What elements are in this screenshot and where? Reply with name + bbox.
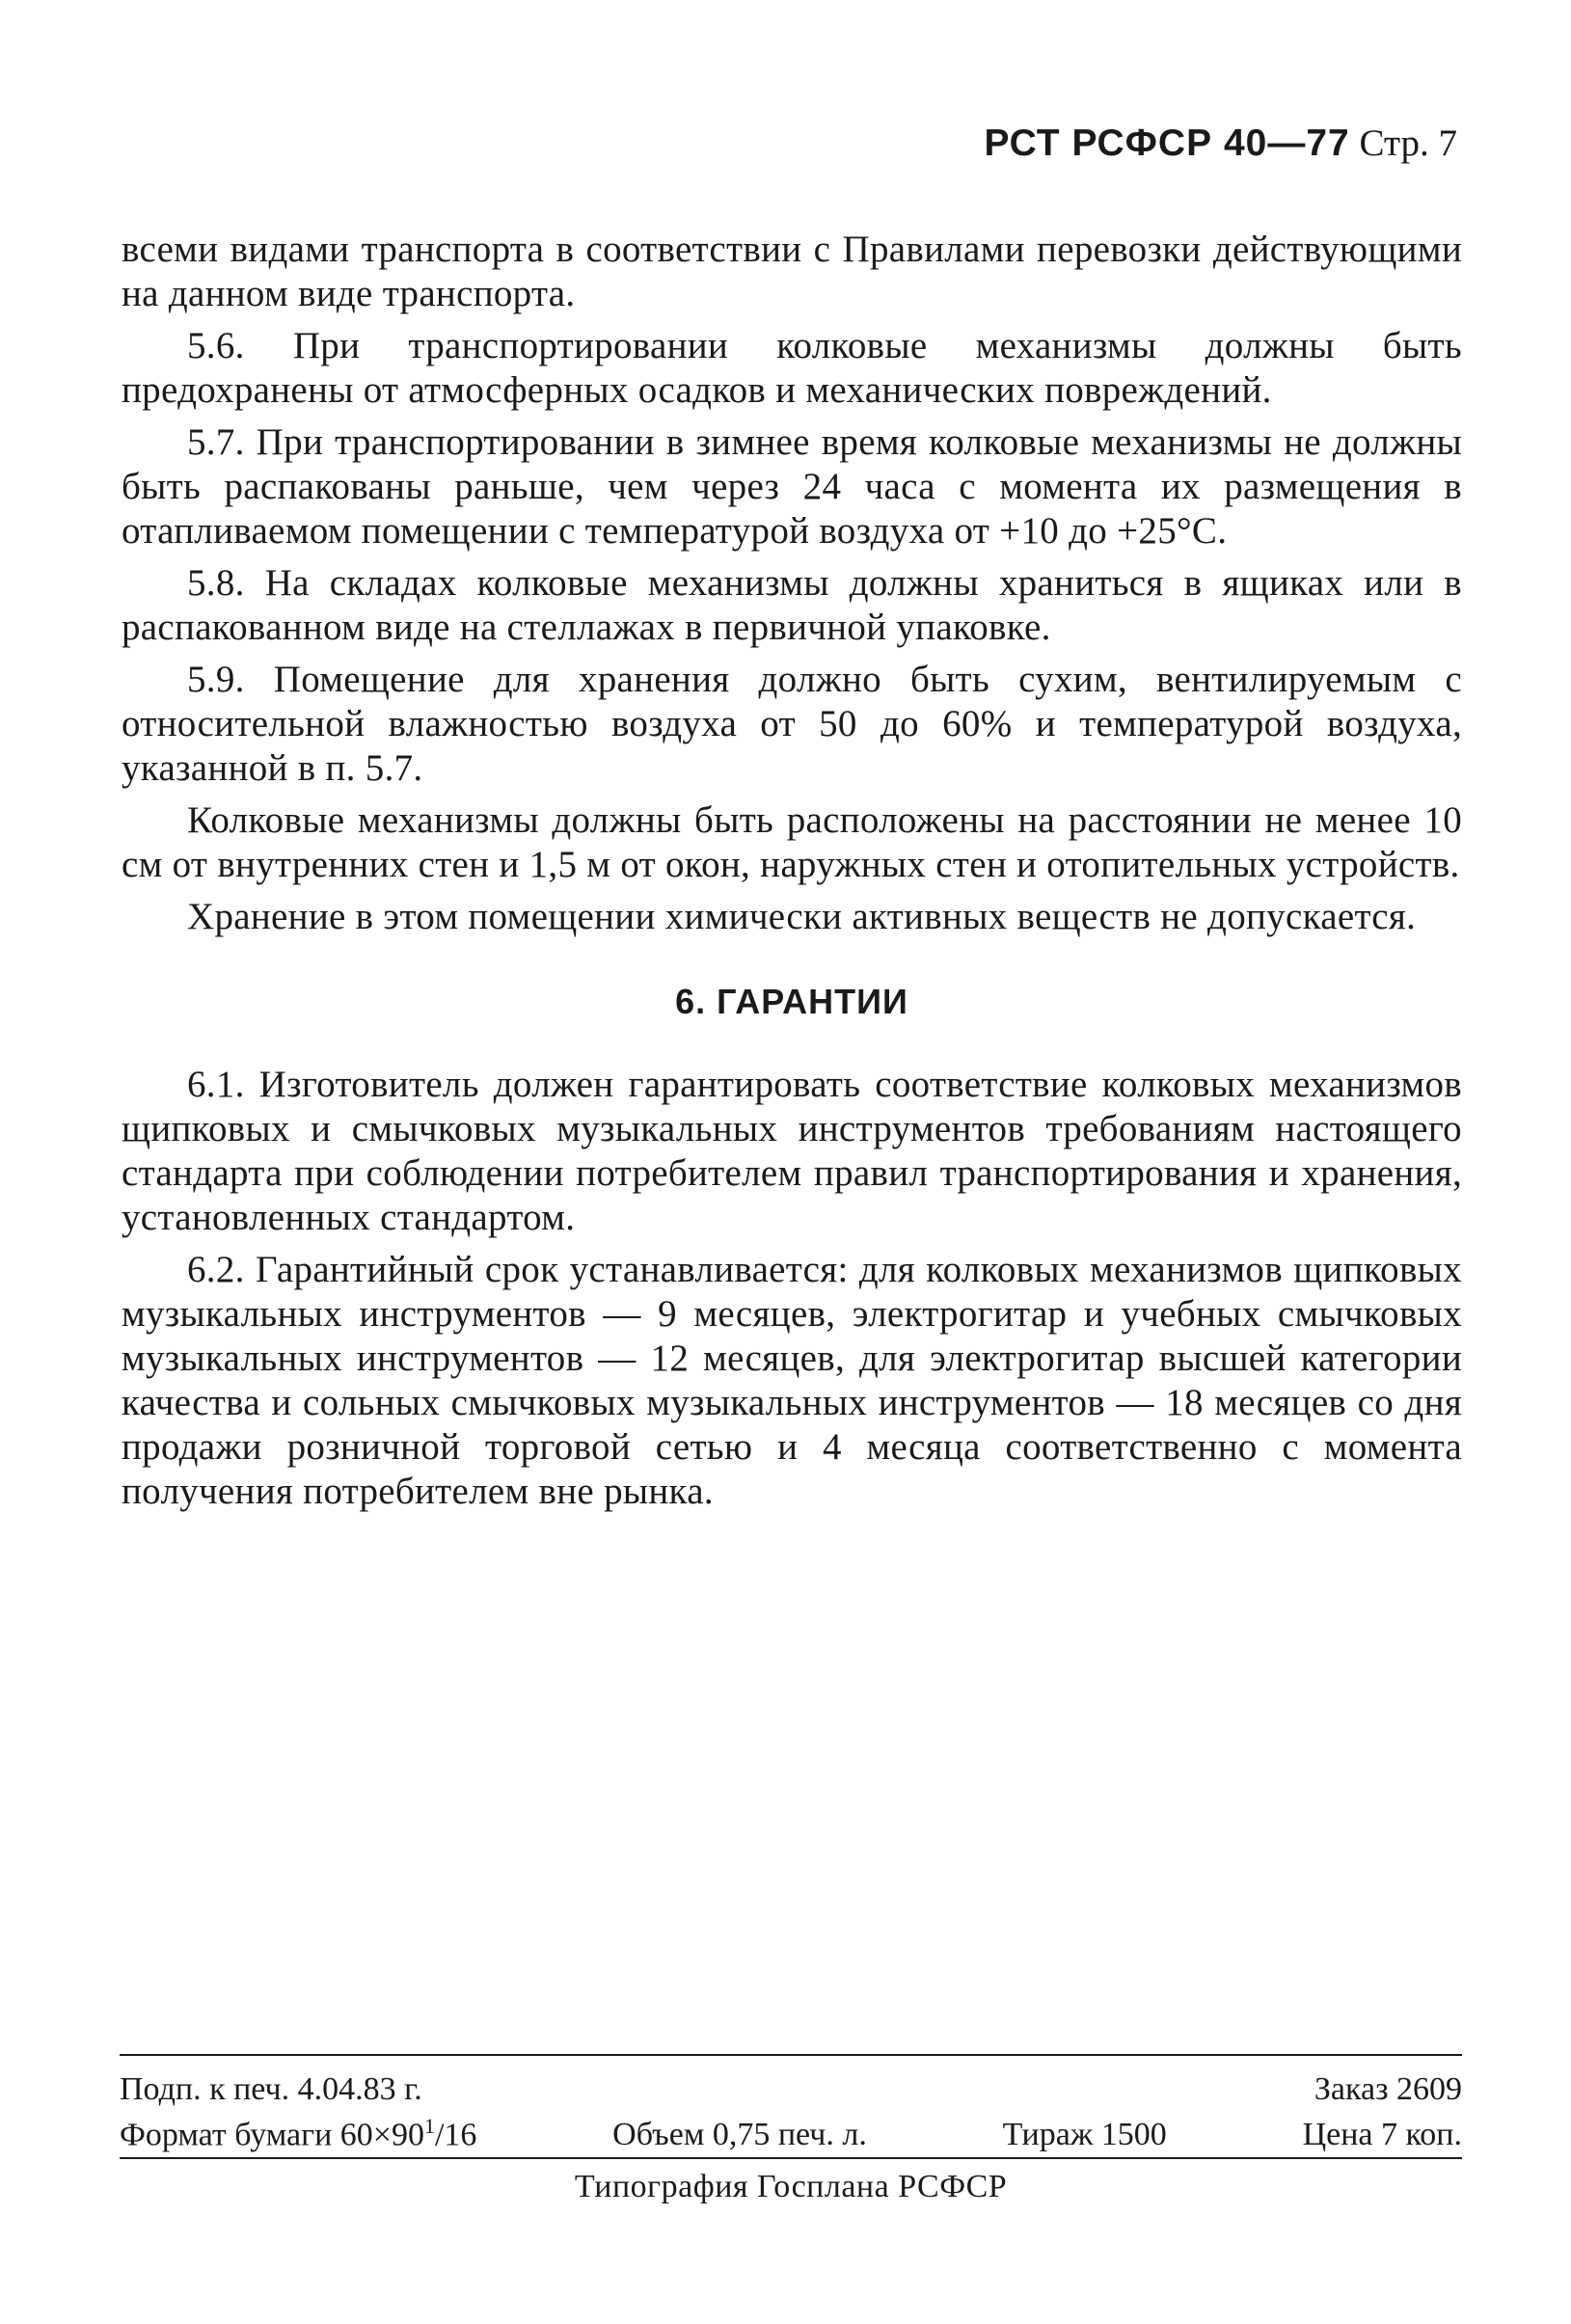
standard-number: РСТ РСФСР 40—77 xyxy=(984,122,1350,164)
volume: Объем 0,75 печ. л. xyxy=(612,2117,867,2153)
paragraph-placement: Колковые механизмы должны быть расположены на расстоянии не менее 10 см от внутренних стен и 1,5 м от окон, наружных стен и отопительных устройств. xyxy=(122,799,1462,885)
paragraph-6-1: 6.1. Изготовитель должен гарантировать соответствие колковых механизмов щипковых и смычковых музыкальных инструментов требованиям настоящего стандарта при соблюдении потребителем правил транспортирования и хранения, установленных стандартом. xyxy=(122,1064,1462,1238)
order-number: Заказ 2609 xyxy=(1314,2071,1462,2107)
page-number: Стр. 7 xyxy=(1359,122,1457,164)
printer-name: Типография Госплана РСФСР xyxy=(574,2169,1008,2205)
paragraph-5-9: 5.9. Помещение для хранения должно быть сухим, вентилируемым с относительной влажностью воздуха от 50 до 60% и температурой воздуха, указанной в п. 5.7. xyxy=(122,659,1462,789)
paragraph-6-2: 6.2. Гарантийный срок устанавливается: для колковых механизмов щипковых музыкальных инструментов — 9 месяцев, электрогитар и учебных смычковых музыкальных инструментов — 12 месяцев, для электрогитар высшей категории качества и сольных смычковых музыкальных инструментов — 18 месяцев со дня продажи розничной торговой сетью и 4 месяца соответственно с момента получения потребителем вне рынка. xyxy=(122,1249,1462,1512)
imprint-row-1 xyxy=(120,2071,1462,2108)
imprint-block xyxy=(120,2054,1462,2205)
document-body xyxy=(122,228,1462,1522)
price: Цена 7 коп. xyxy=(1302,2117,1462,2153)
paragraph-5-8: 5.8. На складах колковые механизмы должны храниться в ящиках или в распакованном виде на стеллажах в первичной упаковке. xyxy=(122,562,1462,648)
section-6-title: 6. ГАРАНТИИ xyxy=(675,982,908,1021)
paper-format-denominator: /16 xyxy=(434,2117,477,2153)
circulation: Тираж 1500 xyxy=(1002,2117,1167,2153)
paragraph-5-5-continuation: всеми видами транспорта в соответствии с Правилами перевозки действующими на данном виде транспорта. xyxy=(122,229,1462,314)
imprint-top-rule xyxy=(120,2054,1462,2056)
paragraph-5-6: 5.6. При транспортировании колковые механизмы должны быть предохранены от атмосферных осадков и механических повреждений. xyxy=(122,325,1462,411)
paper-format-sup: 1 xyxy=(423,2114,435,2138)
imprint-bottom-rule xyxy=(120,2157,1462,2159)
imprint-row-2 xyxy=(120,2114,1462,2157)
paragraph-5-7: 5.7. При транспортировании в зимнее время колковые механизмы не должны быть распакованы раньше, чем через 24 часа с момента их размещения в отапливаемом помещении с температурой воздуха от +10 до +25°С. xyxy=(122,421,1462,552)
page-header xyxy=(985,122,1457,165)
paper-format xyxy=(120,2114,476,2153)
signed-date: Подп. к печ. 4.04.83 г. xyxy=(120,2071,422,2107)
paragraph-chemicals: Хранение в этом помещении химически активных веществ не допускается. xyxy=(187,896,1417,937)
paper-format-main: Формат бумаги 60×90 xyxy=(120,2117,424,2153)
